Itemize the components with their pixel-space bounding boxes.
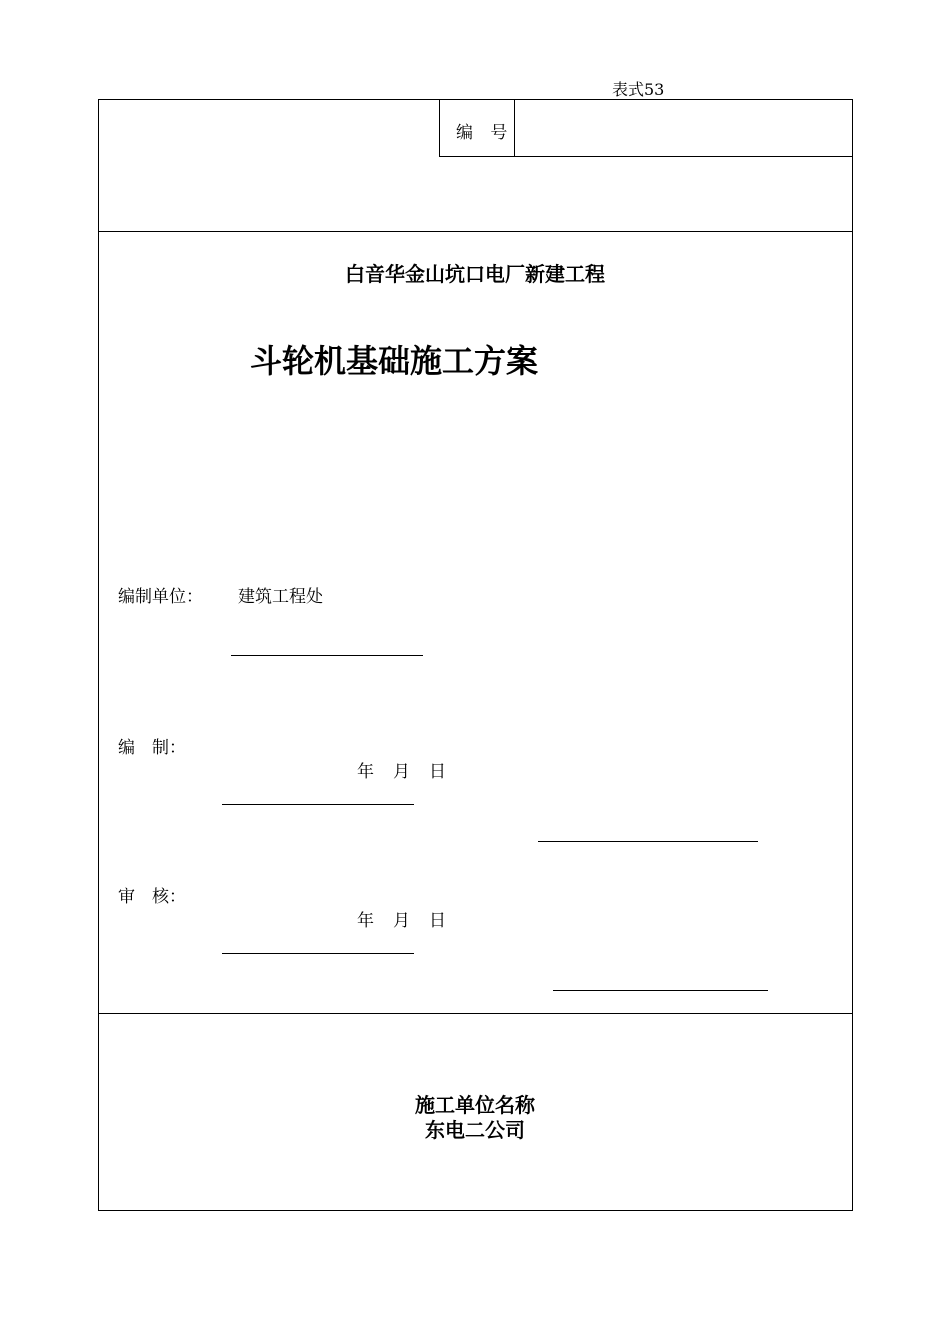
reviewed-signature-line: [222, 953, 414, 954]
construction-unit-label: 施工单位名称: [415, 1093, 535, 1117]
document-title: 斗轮机基础施工方案: [250, 342, 539, 380]
form-number: 表式53: [612, 80, 665, 99]
prepared-unit-label: 编制单位：: [118, 587, 203, 607]
reviewed-date-line: [553, 990, 768, 991]
header-section-divider: [98, 231, 853, 232]
footer-section-divider: [98, 1013, 853, 1014]
compiled-label: 编 制：: [118, 738, 186, 758]
compiled-date: 年 月 日: [357, 762, 447, 782]
reviewed-label: 审 核：: [118, 887, 186, 907]
number-cell-left-border: [439, 99, 440, 156]
prepared-unit-value: 建筑工程处: [238, 587, 323, 607]
number-cell-divider: [514, 99, 515, 156]
compiled-date-line: [538, 841, 758, 842]
construction-unit-name: 东电二公司: [425, 1118, 525, 1142]
number-label: 编 号: [456, 123, 514, 143]
number-cell-bottom-border: [439, 156, 853, 157]
prepared-unit-signature-line: [231, 655, 423, 656]
compiled-signature-line: [222, 804, 414, 805]
project-name: 白音华金山坑口电厂新建工程: [345, 262, 605, 286]
reviewed-date: 年 月 日: [357, 911, 447, 931]
